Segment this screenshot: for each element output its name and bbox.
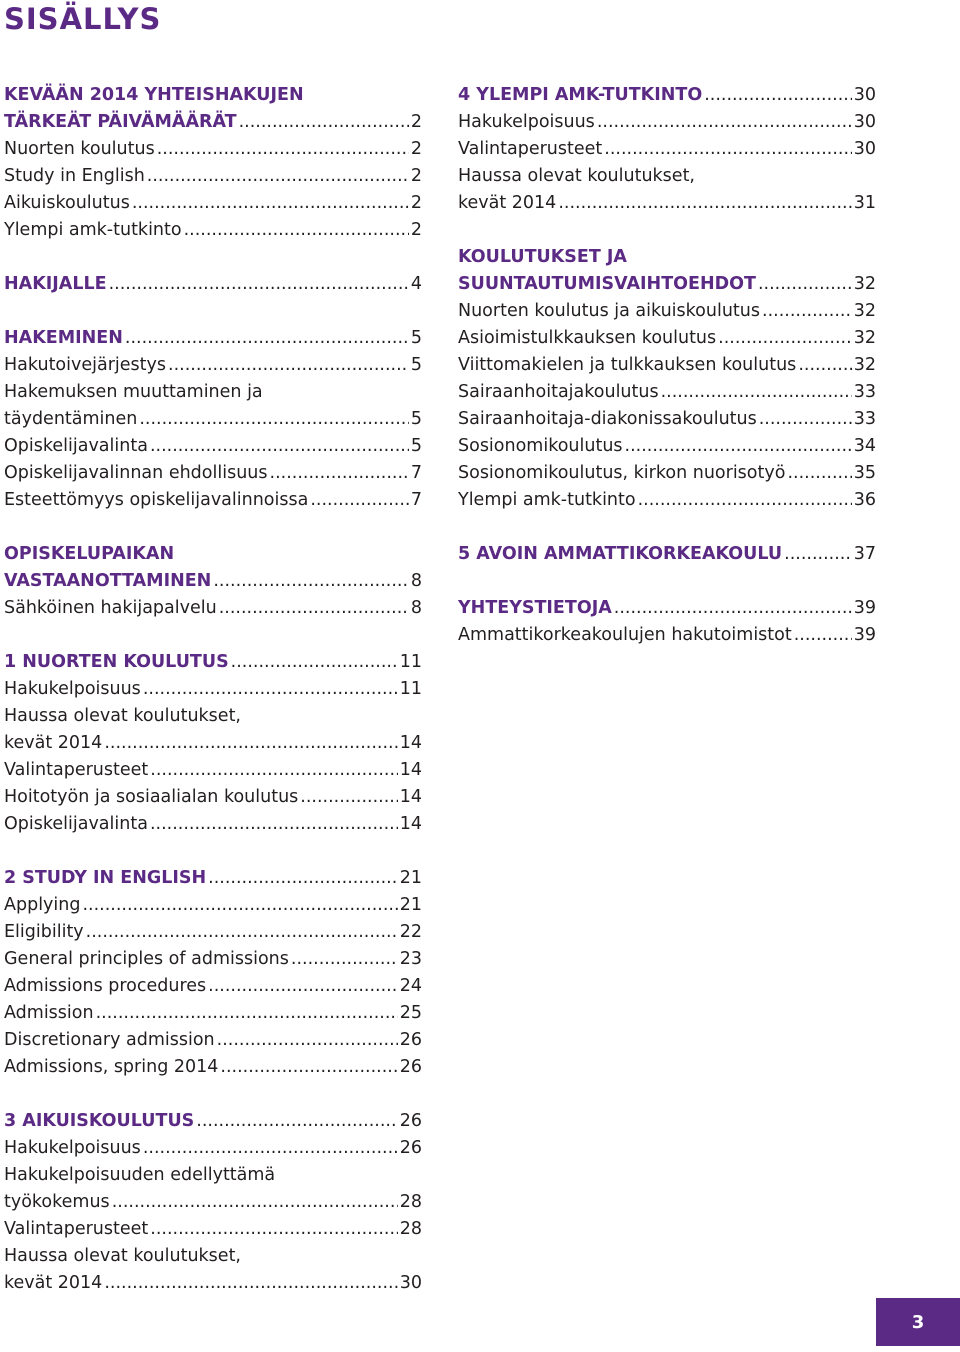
- toc-page-number: 30: [853, 112, 876, 132]
- toc-page-number: 34: [853, 436, 876, 456]
- toc-entry-title: Ylempi amk-tutkinto: [458, 490, 636, 510]
- toc-entry: [4, 811, 422, 838]
- toc-page-number: 32: [853, 301, 876, 321]
- toc-entry-title: Esteettömyys opiskelijavalinnoissa: [4, 490, 309, 510]
- page-title: SISÄLLYS: [4, 2, 162, 36]
- toc-entry-title: Admissions procedures: [4, 976, 207, 996]
- dot-leader: [104, 1270, 397, 1297]
- toc-entry: [4, 136, 422, 163]
- toc-page-number: 24: [399, 976, 422, 996]
- toc-entry: [4, 1162, 422, 1189]
- toc-entry: [458, 352, 876, 379]
- toc-entry-title: KOULUTUKSET JA: [458, 247, 627, 267]
- dot-leader: [794, 622, 852, 649]
- toc-page-number: 7: [410, 490, 422, 510]
- toc-page-number: 22: [399, 922, 422, 942]
- toc-entry-title: kevät 2014: [4, 733, 103, 753]
- toc-entry-title: työkokemus: [4, 1192, 110, 1212]
- toc-entry-title: Ylempi amk-tutkinto: [4, 220, 182, 240]
- toc-page-number: 32: [853, 274, 876, 294]
- toc-page-number: 7: [410, 463, 422, 483]
- toc-entry: [4, 1135, 422, 1162]
- toc-page-number: 21: [399, 895, 422, 915]
- dot-leader: [784, 541, 852, 568]
- toc-entry: [4, 217, 422, 244]
- toc-page-number: 30: [853, 139, 876, 159]
- toc-entry-title: Valintaperusteet: [4, 1219, 149, 1239]
- dot-leader: [196, 1108, 397, 1135]
- dot-leader: [604, 136, 851, 163]
- toc-entry-title: Hakukelpoisuus: [458, 112, 595, 132]
- toc-section: [458, 595, 876, 649]
- toc-page-number: 2: [410, 166, 422, 186]
- toc-page-number: 26: [399, 1057, 422, 1077]
- dot-leader: [96, 1000, 398, 1027]
- toc-entry-title: YHTEYSTIETOJA: [458, 598, 612, 618]
- dot-leader: [758, 271, 852, 298]
- dot-leader: [759, 406, 852, 433]
- toc-entry-title: 5 AVOIN AMMATTIKORKEAKOULU: [458, 544, 783, 564]
- toc-entry-title: Admissions, spring 2014: [4, 1057, 219, 1077]
- toc-right-column: [458, 82, 876, 676]
- toc-page-number: 5: [410, 409, 422, 429]
- toc-section: [4, 325, 422, 514]
- toc-entry-title: Hoitotyön ja sosiaalialan koulutus: [4, 787, 299, 807]
- toc-section: [458, 82, 876, 217]
- toc-entry: [4, 1216, 422, 1243]
- toc-entry-title: Sähköinen hakijapalvelu: [4, 598, 217, 618]
- toc-entry: [4, 892, 422, 919]
- toc-entry-title: Hakukelpoisuus: [4, 679, 141, 699]
- dot-leader: [718, 325, 852, 352]
- toc-entry-title: Opiskelijavalinta: [4, 814, 148, 834]
- toc-section: [4, 865, 422, 1081]
- toc-entry-title: Viittomakielen ja tulkkauksen koulutus: [458, 355, 797, 375]
- toc-entry: [458, 109, 876, 136]
- toc-page-number: 33: [853, 409, 876, 429]
- toc-entry-title: Sairaanhoitajakoulutus: [458, 382, 659, 402]
- dot-leader: [231, 649, 398, 676]
- toc-page-number: 39: [853, 598, 876, 618]
- dot-leader: [139, 406, 409, 433]
- toc-entry: [458, 190, 876, 217]
- toc-entry: [4, 1027, 422, 1054]
- toc-page-number: 2: [410, 112, 422, 132]
- toc-page-number: 8: [410, 598, 422, 618]
- toc-heading: [458, 595, 876, 622]
- toc-entry-title: Study in English: [4, 166, 145, 186]
- toc-entry: [458, 298, 876, 325]
- dot-leader: [112, 1189, 398, 1216]
- toc-section: [4, 82, 422, 244]
- toc-page-number: 14: [399, 814, 422, 834]
- toc-entry-title: HAKIJALLE: [4, 274, 107, 294]
- toc-entry-title: General principles of admissions: [4, 949, 289, 969]
- toc-entry: [4, 379, 422, 406]
- toc-page-number: 5: [410, 436, 422, 456]
- toc-entry-title: Hakutoivejärjestys: [4, 355, 166, 375]
- dot-leader: [661, 379, 852, 406]
- toc-section: [4, 1108, 422, 1297]
- toc-entry-title: Sairaanhoitaja-diakonissakoulutus: [458, 409, 757, 429]
- dot-leader: [798, 352, 851, 379]
- dot-leader: [150, 811, 398, 838]
- dot-leader: [217, 1027, 398, 1054]
- toc-heading: [458, 541, 876, 568]
- dot-leader: [291, 946, 398, 973]
- toc-entry: [458, 379, 876, 406]
- toc-entry-title: Haussa olevat koulutukset,: [4, 706, 241, 726]
- toc-entry: [4, 163, 422, 190]
- toc-entry: [4, 595, 422, 622]
- toc-entry: [458, 163, 876, 190]
- toc-page-number: 26: [399, 1111, 422, 1131]
- dot-leader: [787, 460, 851, 487]
- toc-heading: [4, 325, 422, 352]
- dot-leader: [220, 1054, 397, 1081]
- dot-leader: [597, 109, 852, 136]
- toc-page-number: 30: [853, 85, 876, 105]
- toc-heading: [4, 568, 422, 595]
- toc-heading: [4, 541, 422, 568]
- toc-entry-title: Opiskelijavalinnan ehdollisuus: [4, 463, 268, 483]
- dot-leader: [213, 568, 409, 595]
- toc-entry: [4, 1000, 422, 1027]
- toc-page-number: 35: [853, 463, 876, 483]
- toc-heading: [458, 82, 876, 109]
- dot-leader: [762, 298, 852, 325]
- dot-leader: [150, 433, 409, 460]
- toc-entry-title: Valintaperusteet: [458, 139, 603, 159]
- toc-entry: [4, 973, 422, 1000]
- toc-entry: [4, 406, 422, 433]
- dot-leader: [109, 271, 409, 298]
- dot-leader: [558, 190, 851, 217]
- toc-entry-title: Haussa olevat koulutukset,: [458, 166, 695, 186]
- toc-section: [4, 649, 422, 838]
- toc-entry: [4, 433, 422, 460]
- toc-entry-title: KEVÄÄN 2014 YHTEISHAKUJEN: [4, 85, 304, 105]
- dot-leader: [625, 433, 852, 460]
- toc-page-number: 28: [399, 1219, 422, 1239]
- dot-leader: [208, 865, 398, 892]
- toc-entry-title: TÄRKEÄT PÄIVÄMÄÄRÄT: [4, 112, 237, 132]
- toc-page-number: 14: [399, 733, 422, 753]
- toc-page-number: 25: [399, 1003, 422, 1023]
- dot-leader: [208, 973, 398, 1000]
- toc-heading: [4, 1108, 422, 1135]
- dot-leader: [168, 352, 409, 379]
- toc-entry-title: Nuorten koulutus: [4, 139, 155, 159]
- toc-page-number: 11: [399, 652, 422, 672]
- page-number-badge: 3: [876, 1298, 960, 1346]
- toc-entry-title: Nuorten koulutus ja aikuiskoulutus: [458, 301, 760, 321]
- dot-leader: [239, 109, 409, 136]
- toc-left-column: [4, 82, 422, 1324]
- toc-entry: [4, 757, 422, 784]
- toc-entry-title: VASTAANOTTAMINEN: [4, 571, 212, 591]
- toc-page-number: 26: [399, 1138, 422, 1158]
- toc-page-number: 23: [399, 949, 422, 969]
- toc-section: [4, 541, 422, 622]
- toc-entry: [4, 460, 422, 487]
- toc-section: [458, 244, 876, 514]
- toc-section: [458, 541, 876, 568]
- toc-entry: [4, 784, 422, 811]
- toc-entry-title: 4 YLEMPI AMK-TUTKINTO: [458, 85, 703, 105]
- toc-entry: [458, 433, 876, 460]
- toc-entry-title: Discretionary admission: [4, 1030, 215, 1050]
- toc-entry-title: OPISKELUPAIKAN: [4, 544, 175, 564]
- toc-entry: [458, 622, 876, 649]
- toc-entry-title: täydentäminen: [4, 409, 138, 429]
- toc-heading: [4, 109, 422, 136]
- toc-page-number: 32: [853, 355, 876, 375]
- dot-leader: [132, 190, 409, 217]
- toc-entry: [458, 460, 876, 487]
- toc-entry-title: Admission: [4, 1003, 94, 1023]
- toc-entry-title: Aikuiskoulutus: [4, 193, 130, 213]
- toc-page-number: 14: [399, 760, 422, 780]
- toc-entry: [458, 136, 876, 163]
- toc-entry-title: 3 AIKUISKOULUTUS: [4, 1111, 195, 1131]
- toc-entry: [458, 325, 876, 352]
- toc-page-number: 14: [399, 787, 422, 807]
- toc-entry: [4, 190, 422, 217]
- toc-entry: [4, 1189, 422, 1216]
- toc-entry-title: 2 STUDY IN ENGLISH: [4, 868, 207, 888]
- toc-entry-title: Asioimistulkkauksen koulutus: [458, 328, 717, 348]
- toc-entry-title: 1 NUORTEN KOULUTUS: [4, 652, 229, 672]
- toc-entry-title: Ammattikorkeakoulujen hakutoimistot: [458, 625, 792, 645]
- dot-leader: [704, 82, 852, 109]
- toc-entry: [4, 1270, 422, 1297]
- toc-page-number: 37: [853, 544, 876, 564]
- toc-entry-title: SUUNTAUTUMISVAIHTOEHDOT: [458, 274, 756, 294]
- toc-page-number: 31: [853, 193, 876, 213]
- toc-page-number: 11: [399, 679, 422, 699]
- toc-page-number: 32: [853, 328, 876, 348]
- toc-page-number: 8: [410, 571, 422, 591]
- toc-page-number: 21: [399, 868, 422, 888]
- toc-page-number: 4: [410, 274, 422, 294]
- toc-entry: [458, 406, 876, 433]
- dot-leader: [82, 892, 397, 919]
- toc-page-number: 28: [399, 1192, 422, 1212]
- toc-entry-title: Eligibility: [4, 922, 84, 942]
- toc-entry: [4, 730, 422, 757]
- toc-heading: [4, 649, 422, 676]
- toc-entry-title: Sosionomikoulutus: [458, 436, 623, 456]
- dot-leader: [614, 595, 852, 622]
- toc-entry-title: kevät 2014: [458, 193, 557, 213]
- toc-entry-title: Sosionomikoulutus, kirkon nuorisotyö: [458, 463, 786, 483]
- toc-page-number: 2: [410, 193, 422, 213]
- dot-leader: [270, 460, 409, 487]
- toc-page-number: 5: [410, 355, 422, 375]
- toc-entry: [4, 919, 422, 946]
- dot-leader: [147, 163, 409, 190]
- dot-leader: [86, 919, 398, 946]
- toc-entry: [4, 1243, 422, 1270]
- toc-entry: [4, 946, 422, 973]
- toc-entry: [4, 703, 422, 730]
- dot-leader: [125, 325, 409, 352]
- toc-page-number: 26: [399, 1030, 422, 1050]
- toc-heading: [458, 271, 876, 298]
- toc-page-number: 2: [410, 220, 422, 240]
- toc-page-number: 5: [410, 328, 422, 348]
- dot-leader: [300, 784, 397, 811]
- toc-entry-title: Hakukelpoisuus: [4, 1138, 141, 1158]
- toc-page-number: 2: [410, 139, 422, 159]
- toc-entry-title: Opiskelijavalinta: [4, 436, 148, 456]
- dot-leader: [104, 730, 397, 757]
- toc-entry: [4, 676, 422, 703]
- toc-entry-title: Valintaperusteet: [4, 760, 149, 780]
- toc-entry: [4, 1054, 422, 1081]
- dot-leader: [150, 1216, 397, 1243]
- toc-page-number: 30: [399, 1273, 422, 1293]
- toc-heading: [4, 271, 422, 298]
- toc-heading: [4, 82, 422, 109]
- toc-entry-title: Hakukelpoisuuden edellyttämä: [4, 1165, 276, 1185]
- toc-entry: [4, 352, 422, 379]
- toc-entry-title: Haussa olevat koulutukset,: [4, 1246, 241, 1266]
- toc-entry-title: kevät 2014: [4, 1273, 103, 1293]
- toc-entry-title: Hakemuksen muuttaminen ja: [4, 382, 263, 402]
- dot-leader: [310, 487, 409, 514]
- toc-entry-title: HAKEMINEN: [4, 328, 123, 348]
- dot-leader: [638, 487, 852, 514]
- dot-leader: [143, 676, 398, 703]
- toc-heading: [4, 865, 422, 892]
- toc-section: [4, 271, 422, 298]
- toc-page-number: 39: [853, 625, 876, 645]
- dot-leader: [143, 1135, 398, 1162]
- toc-entry: [458, 487, 876, 514]
- dot-leader: [219, 595, 409, 622]
- toc-entry-title: Applying: [4, 895, 81, 915]
- dot-leader: [157, 136, 409, 163]
- toc-heading: [458, 244, 876, 271]
- toc-page-number: 33: [853, 382, 876, 402]
- toc-entry: [4, 487, 422, 514]
- toc-page-number: 36: [853, 490, 876, 510]
- dot-leader: [150, 757, 397, 784]
- dot-leader: [184, 217, 409, 244]
